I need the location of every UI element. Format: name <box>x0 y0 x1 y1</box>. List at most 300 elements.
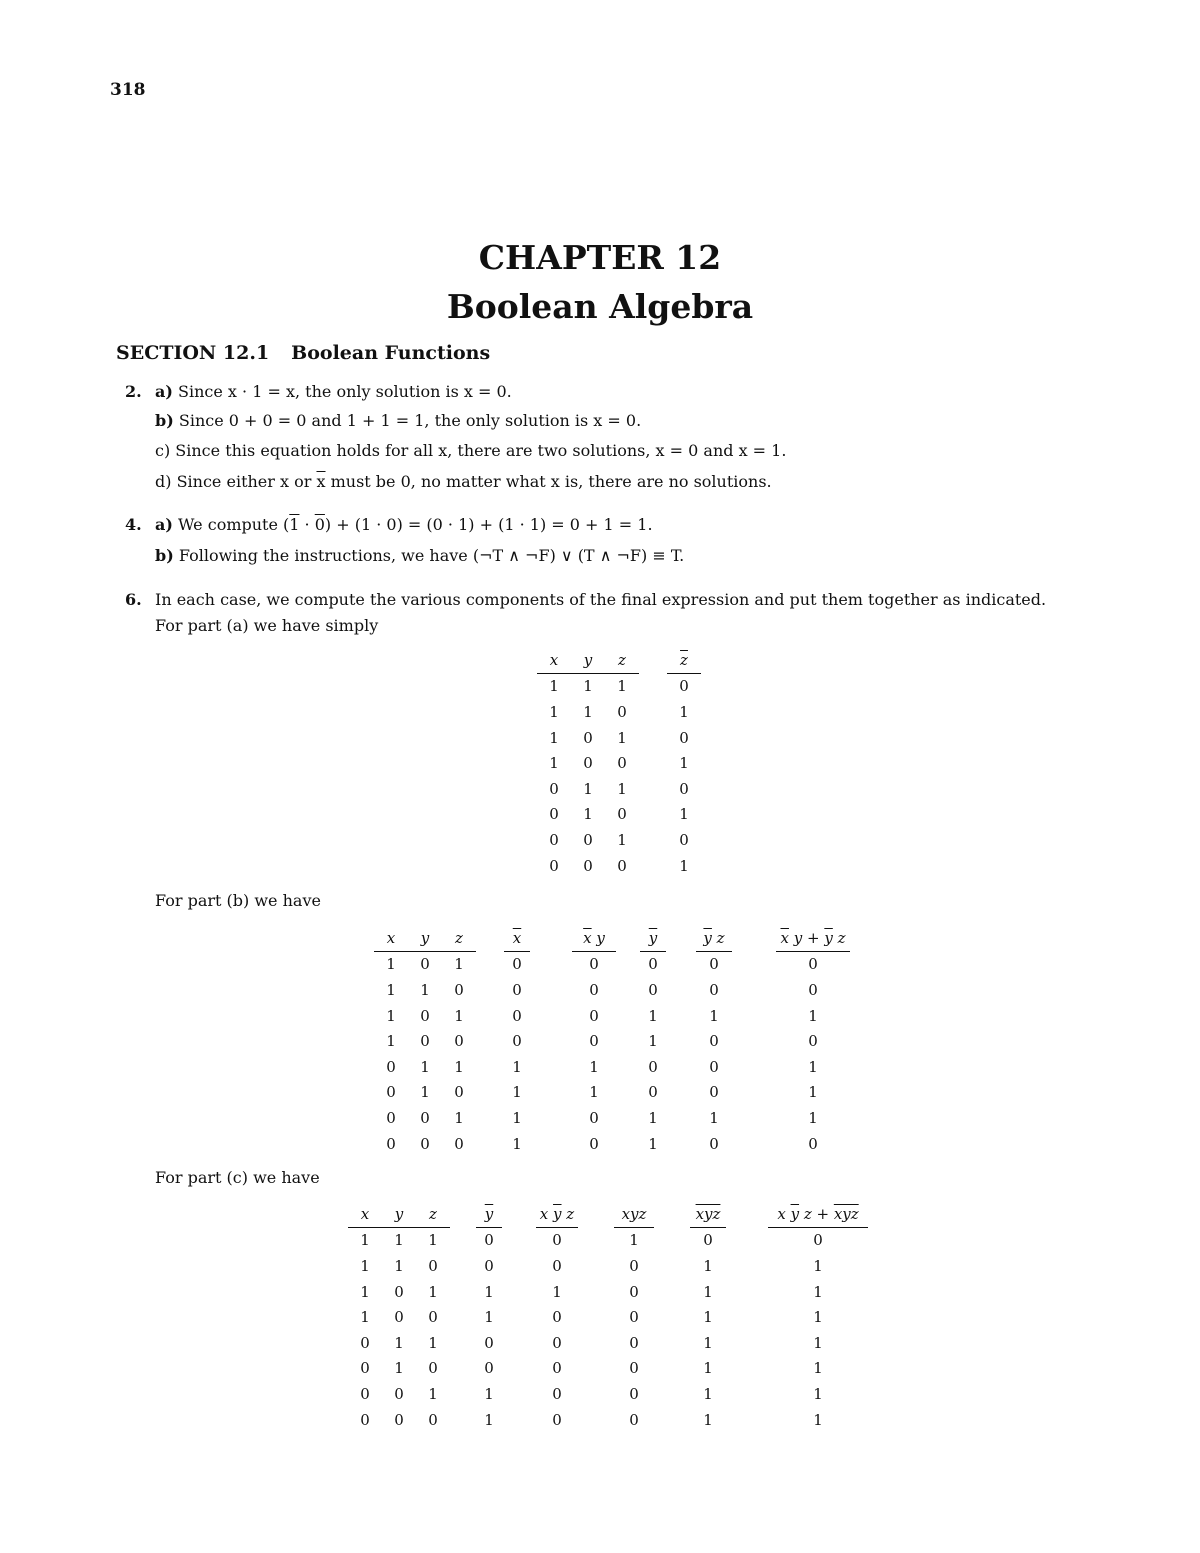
table-cell: 1 <box>589 1083 599 1102</box>
table-row <box>537 776 701 802</box>
truth-table-a <box>537 647 701 878</box>
column-spacer <box>502 1330 536 1356</box>
column-spacer <box>476 951 504 977</box>
table-cell: 0 <box>484 1359 494 1378</box>
part-label: d) <box>155 472 172 491</box>
column-spacer <box>726 1227 768 1253</box>
column-spacer <box>666 1105 696 1131</box>
table-row <box>348 1227 868 1253</box>
column-header: y <box>382 1201 416 1227</box>
table-cell: 1 <box>648 1108 658 1127</box>
column-spacer <box>502 1227 536 1253</box>
table-cell: 0 <box>549 805 559 824</box>
column-spacer <box>450 1227 476 1253</box>
complement-1: 1 <box>289 515 300 534</box>
column-spacer <box>616 1003 640 1029</box>
table-cell: 0 <box>549 830 559 849</box>
table-cell: 0 <box>589 955 599 974</box>
column-spacer <box>616 1028 640 1054</box>
column-spacer <box>639 802 667 828</box>
column-spacer <box>476 1105 504 1131</box>
column-header: $\overline{xyz}$ <box>695 1204 721 1223</box>
column-spacer <box>530 1054 572 1080</box>
table-cell: 1 <box>583 805 593 824</box>
table-cell: 0 <box>709 1083 719 1102</box>
table-cell: 0 <box>813 1231 823 1250</box>
table-cell: 1 <box>386 1006 396 1025</box>
table-cell: 0 <box>484 1256 494 1275</box>
table-row <box>348 1253 868 1279</box>
column-spacer <box>530 951 572 977</box>
column-spacer <box>502 1279 536 1305</box>
table-cell: 0 <box>360 1333 370 1352</box>
part-label: a) <box>155 382 173 401</box>
table-cell: 0 <box>394 1308 404 1327</box>
table-cell: 1 <box>484 1308 494 1327</box>
column-header: y <box>571 647 605 673</box>
table-cell: 1 <box>386 980 396 999</box>
table-row <box>537 725 701 751</box>
table-header-row: x y z $\overline{y}$ x $\overline{y}$ z xyz $\overline{xyz}$ x $\overline{y}$ $z + \overline{xyz}$ <box>348 1201 868 1227</box>
table-cell: 1 <box>484 1282 494 1301</box>
column-spacer <box>654 1227 690 1253</box>
column-spacer <box>732 1080 776 1106</box>
column-spacer <box>502 1253 536 1279</box>
table-cell: 0 <box>589 1032 599 1051</box>
column-spacer <box>732 1028 776 1054</box>
table-row <box>374 951 850 977</box>
table-cell: 0 <box>420 1006 430 1025</box>
column-spacer <box>616 1080 640 1106</box>
table-cell: 0 <box>583 728 593 747</box>
column-spacer <box>639 853 667 879</box>
column-spacer <box>732 951 776 977</box>
answer-text: must be 0, no matter what x is, there are no solutions. <box>325 472 772 491</box>
column-spacer <box>578 1407 614 1433</box>
table-cell: 0 <box>420 1134 430 1153</box>
part-label: a) <box>155 515 173 534</box>
truth-table-c <box>348 1201 868 1432</box>
column-spacer <box>530 1105 572 1131</box>
column-spacer <box>726 1304 768 1330</box>
table-cell: 1 <box>360 1256 370 1275</box>
table-cell: 0 <box>512 1006 522 1025</box>
column-spacer <box>732 1131 776 1157</box>
table-cell: 1 <box>703 1282 713 1301</box>
column-spacer <box>666 1080 696 1106</box>
column-header: $\overline{x}$ <box>512 928 522 947</box>
chapter-number: CHAPTER 12 <box>478 238 722 277</box>
table-cell: 0 <box>552 1384 562 1403</box>
table-cell: 1 <box>552 1282 562 1301</box>
answer-part-d <box>155 472 772 491</box>
table-cell: 1 <box>679 805 689 824</box>
table-cell: 1 <box>679 702 689 721</box>
column-spacer <box>578 1356 614 1382</box>
table-cell: 0 <box>617 754 627 773</box>
table-cell: 0 <box>709 1057 719 1076</box>
table-cell: 0 <box>617 702 627 721</box>
column-spacer <box>530 977 572 1003</box>
table-cell: 1 <box>679 754 689 773</box>
column-spacer <box>502 1304 536 1330</box>
table-row <box>537 853 701 879</box>
column-spacer <box>616 1131 640 1157</box>
section-title: Boolean Functions <box>291 342 491 364</box>
table-cell: 1 <box>512 1057 522 1076</box>
column-spacer <box>639 827 667 853</box>
complement-x: $\overline{x}$ <box>316 472 326 491</box>
column-spacer <box>616 1105 640 1131</box>
table-cell: 0 <box>360 1410 370 1429</box>
answer-text: ) + (1 · 0) = (0 · 1) + (1 · 1) = 0 + 1 = 1. <box>324 515 653 534</box>
table-cell: 1 <box>808 1006 818 1025</box>
column-spacer <box>476 1131 504 1157</box>
table-cell: 0 <box>648 1083 658 1102</box>
table-cell: 0 <box>512 980 522 999</box>
table-row <box>348 1381 868 1407</box>
table-cell: 1 <box>703 1308 713 1327</box>
column-spacer <box>726 1279 768 1305</box>
table-cell: 1 <box>454 1108 464 1127</box>
table-cell: 1 <box>617 728 627 747</box>
answer-part-c <box>155 441 786 460</box>
table-cell: 0 <box>589 1006 599 1025</box>
exercise-number: 4. <box>125 515 142 534</box>
table-header-row <box>537 647 701 673</box>
table-cell: 0 <box>386 1057 396 1076</box>
table-cell: 0 <box>617 856 627 875</box>
table-cell: 1 <box>386 955 396 974</box>
table-cell: 0 <box>428 1256 438 1275</box>
part-label: b) <box>155 411 174 430</box>
column-spacer <box>476 1028 504 1054</box>
table-cell: 0 <box>454 1134 464 1153</box>
table-header-row: x y z $\overline{x}$ $\overline{x}$ y $\overline{y}$ $\overline{y}$ z $\overline{x}$ $y + \overline{y}$ z <box>374 925 850 951</box>
table-cell: 0 <box>512 1032 522 1051</box>
column-spacer <box>732 1105 776 1131</box>
table-row <box>348 1356 868 1382</box>
table-row <box>374 1131 850 1157</box>
table-cell: 1 <box>420 1083 430 1102</box>
column-spacer <box>578 1304 614 1330</box>
column-spacer <box>530 1080 572 1106</box>
table-cell: 1 <box>394 1333 404 1352</box>
column-header: x <box>537 647 571 673</box>
table-cell: 0 <box>648 1057 658 1076</box>
exercise-number: 6. <box>125 590 142 609</box>
column-spacer <box>666 1131 696 1157</box>
table-cell: 1 <box>454 1006 464 1025</box>
table-cell: 1 <box>549 728 559 747</box>
table-cell: 1 <box>454 955 464 974</box>
column-spacer <box>726 1381 768 1407</box>
table-cell: 1 <box>512 1083 522 1102</box>
table-cell: 1 <box>583 677 593 696</box>
column-spacer <box>530 1028 572 1054</box>
column-spacer <box>726 1407 768 1433</box>
table-row <box>348 1279 868 1305</box>
part-b-caption: For part (b) we have <box>155 891 321 910</box>
answer-text: Since either x or <box>176 472 317 491</box>
section-label: SECTION 12.1 <box>116 342 270 364</box>
column-spacer <box>639 750 667 776</box>
table-cell: 1 <box>808 1083 818 1102</box>
table-cell: 1 <box>484 1384 494 1403</box>
table-row <box>374 1054 850 1080</box>
column-spacer <box>502 1407 536 1433</box>
column-spacer <box>639 725 667 751</box>
column-spacer <box>616 1054 640 1080</box>
column-header: z <box>605 647 639 673</box>
table-cell: 0 <box>629 1308 639 1327</box>
table-cell: 0 <box>454 1083 464 1102</box>
table-cell: 1 <box>589 1057 599 1076</box>
table-cell: 1 <box>549 754 559 773</box>
table-cell: 1 <box>583 702 593 721</box>
table-cell: 1 <box>813 1333 823 1352</box>
column-spacer <box>639 776 667 802</box>
column-spacer <box>732 1003 776 1029</box>
chapter-title: Boolean Algebra <box>446 287 754 326</box>
table-cell: 1 <box>813 1282 823 1301</box>
table-cell: 1 <box>813 1308 823 1327</box>
table-row <box>348 1304 868 1330</box>
part-label: c) <box>155 441 171 460</box>
table-cell: 0 <box>360 1384 370 1403</box>
table-cell: 0 <box>552 1333 562 1352</box>
table-cell: 0 <box>583 856 593 875</box>
table-cell: 1 <box>617 779 627 798</box>
table-cell: 0 <box>629 1359 639 1378</box>
column-spacer <box>666 951 696 977</box>
column-spacer <box>666 977 696 1003</box>
table-cell: 0 <box>703 1231 713 1250</box>
column-header: y <box>408 925 442 951</box>
table-cell: 1 <box>813 1359 823 1378</box>
column-header: x <box>348 1201 382 1227</box>
table-cell: 0 <box>552 1308 562 1327</box>
column-spacer <box>476 1080 504 1106</box>
answer-text: We compute ( <box>178 515 290 534</box>
table-cell: 1 <box>420 980 430 999</box>
section-heading <box>116 342 490 364</box>
table-cell: 0 <box>808 1032 818 1051</box>
table-cell: 0 <box>808 980 818 999</box>
column-spacer <box>450 1356 476 1382</box>
table-cell: 0 <box>679 728 689 747</box>
column-spacer <box>530 1131 572 1157</box>
table-cell: 1 <box>360 1308 370 1327</box>
table-cell: 0 <box>629 1384 639 1403</box>
column-header: z <box>416 1201 450 1227</box>
column-spacer <box>639 699 667 725</box>
table-cell: 0 <box>629 1256 639 1275</box>
table-cell: 0 <box>394 1410 404 1429</box>
table-cell: 1 <box>512 1108 522 1127</box>
table-cell: 0 <box>420 1032 430 1051</box>
table-cell: 0 <box>648 980 658 999</box>
column-spacer <box>450 1253 476 1279</box>
table-cell: 1 <box>703 1410 713 1429</box>
table-cell: 0 <box>549 856 559 875</box>
table-cell: 0 <box>454 980 464 999</box>
table-cell: 0 <box>484 1231 494 1250</box>
table-cell: 0 <box>808 1134 818 1153</box>
intro-text: In each case, we compute the various components of the final expression and put them together as indicated. <box>155 590 1047 609</box>
column-spacer <box>502 1356 536 1382</box>
table-row <box>374 1080 850 1106</box>
table-cell: 0 <box>420 1108 430 1127</box>
column-spacer <box>654 1304 690 1330</box>
table-cell: 0 <box>360 1359 370 1378</box>
part-c-caption: For part (c) we have <box>155 1168 320 1187</box>
table-cell: 0 <box>583 830 593 849</box>
answer-text: Since x · 1 = x, the only solution is x = 0. <box>178 382 512 401</box>
column-spacer <box>476 1054 504 1080</box>
table-cell: 0 <box>552 1231 562 1250</box>
column-spacer <box>578 1381 614 1407</box>
column-spacer <box>502 1381 536 1407</box>
table-cell: 0 <box>583 754 593 773</box>
table-cell: 0 <box>589 1134 599 1153</box>
table-cell: 0 <box>709 980 719 999</box>
table-cell: 1 <box>454 1057 464 1076</box>
table-cell: 1 <box>813 1410 823 1429</box>
table-row <box>537 802 701 828</box>
operator: · <box>299 515 315 534</box>
table-row <box>537 673 701 699</box>
table-cell: 1 <box>709 1006 719 1025</box>
column-spacer <box>666 1054 696 1080</box>
part-a-caption: For part (a) we have simply <box>155 616 379 635</box>
table-cell: 1 <box>428 1282 438 1301</box>
table-cell: 0 <box>679 677 689 696</box>
table-cell: 1 <box>394 1256 404 1275</box>
complement-0: 0 <box>314 515 325 534</box>
table-cell: 1 <box>549 702 559 721</box>
table-cell: 1 <box>813 1256 823 1275</box>
column-spacer <box>578 1330 614 1356</box>
column-spacer <box>639 673 667 699</box>
table-cell: 1 <box>617 830 627 849</box>
table-row <box>374 1003 850 1029</box>
column-spacer <box>732 977 776 1003</box>
table-cell: 1 <box>648 1032 658 1051</box>
answer-part-b <box>155 546 684 565</box>
answer-text: Since 0 + 0 = 0 and 1 + 1 = 1, the only solution is x = 0. <box>178 411 642 430</box>
table-cell: 1 <box>648 1006 658 1025</box>
answer-part-a <box>155 382 512 401</box>
table-cell: 1 <box>394 1359 404 1378</box>
table-cell: 0 <box>552 1256 562 1275</box>
exercise-number: 2. <box>125 382 142 401</box>
part-label: b) <box>155 546 174 565</box>
table-cell: 1 <box>428 1384 438 1403</box>
table-cell: 1 <box>648 1134 658 1153</box>
table-cell: 0 <box>709 955 719 974</box>
table-cell: 0 <box>428 1359 438 1378</box>
table-cell: 0 <box>629 1282 639 1301</box>
table-row <box>537 699 701 725</box>
column-spacer <box>450 1407 476 1433</box>
column-spacer <box>450 1279 476 1305</box>
table-cell: 0 <box>394 1384 404 1403</box>
column-spacer <box>654 1381 690 1407</box>
table-cell: 1 <box>617 677 627 696</box>
table-cell: 1 <box>360 1231 370 1250</box>
column-spacer <box>578 1253 614 1279</box>
table-cell: 1 <box>428 1333 438 1352</box>
table-cell: 1 <box>386 1032 396 1051</box>
answer-part-b <box>155 411 641 430</box>
column-spacer <box>450 1330 476 1356</box>
column-spacer <box>666 1028 696 1054</box>
table-cell: 1 <box>808 1057 818 1076</box>
table-row <box>374 977 850 1003</box>
table-row <box>537 750 701 776</box>
table-cell: 0 <box>512 955 522 974</box>
table-cell: 0 <box>709 1032 719 1051</box>
table-cell: 0 <box>552 1410 562 1429</box>
table-cell: 1 <box>512 1134 522 1153</box>
table-cell: 1 <box>703 1359 713 1378</box>
truth-table-b <box>374 925 850 1156</box>
column-header: x <box>374 925 408 951</box>
column-spacer <box>726 1253 768 1279</box>
column-header: $\overline{y}$ <box>484 1204 494 1223</box>
column-spacer <box>578 1279 614 1305</box>
page-number: 318 <box>110 80 146 100</box>
table-cell: 1 <box>484 1410 494 1429</box>
table-cell: 1 <box>709 1108 719 1127</box>
answer-text: Following the instructions, we have (¬T ∧ ¬F) ∨ (T ∧ ¬F) ≡ T. <box>178 546 685 565</box>
table-cell: 0 <box>629 1410 639 1429</box>
table-cell: 1 <box>428 1231 438 1250</box>
table-cell: 0 <box>552 1359 562 1378</box>
table-cell: 1 <box>583 779 593 798</box>
column-spacer <box>476 977 504 1003</box>
column-spacer <box>732 1054 776 1080</box>
table-cell: 1 <box>679 856 689 875</box>
table-cell: 1 <box>549 677 559 696</box>
table-cell: 0 <box>394 1282 404 1301</box>
table-cell: 1 <box>394 1231 404 1250</box>
table-cell: 0 <box>617 805 627 824</box>
column-spacer <box>654 1330 690 1356</box>
column-header: xyz <box>614 1201 654 1227</box>
table-cell: 0 <box>386 1134 396 1153</box>
table-cell: 1 <box>360 1282 370 1301</box>
column-header: z <box>442 925 476 951</box>
table-cell: 0 <box>589 1108 599 1127</box>
table-cell: 1 <box>703 1333 713 1352</box>
column-spacer <box>578 1227 614 1253</box>
table-cell: 1 <box>813 1384 823 1403</box>
column-spacer <box>450 1304 476 1330</box>
column-spacer <box>654 1279 690 1305</box>
column-spacer <box>450 1381 476 1407</box>
table-row <box>348 1407 868 1433</box>
column-spacer <box>616 977 640 1003</box>
table-cell: 0 <box>420 955 430 974</box>
table-cell: 0 <box>679 779 689 798</box>
column-spacer <box>666 1003 696 1029</box>
table-cell: 0 <box>709 1134 719 1153</box>
table-cell: 0 <box>386 1083 396 1102</box>
table-cell: 0 <box>386 1108 396 1127</box>
answer-part-a <box>155 515 653 534</box>
